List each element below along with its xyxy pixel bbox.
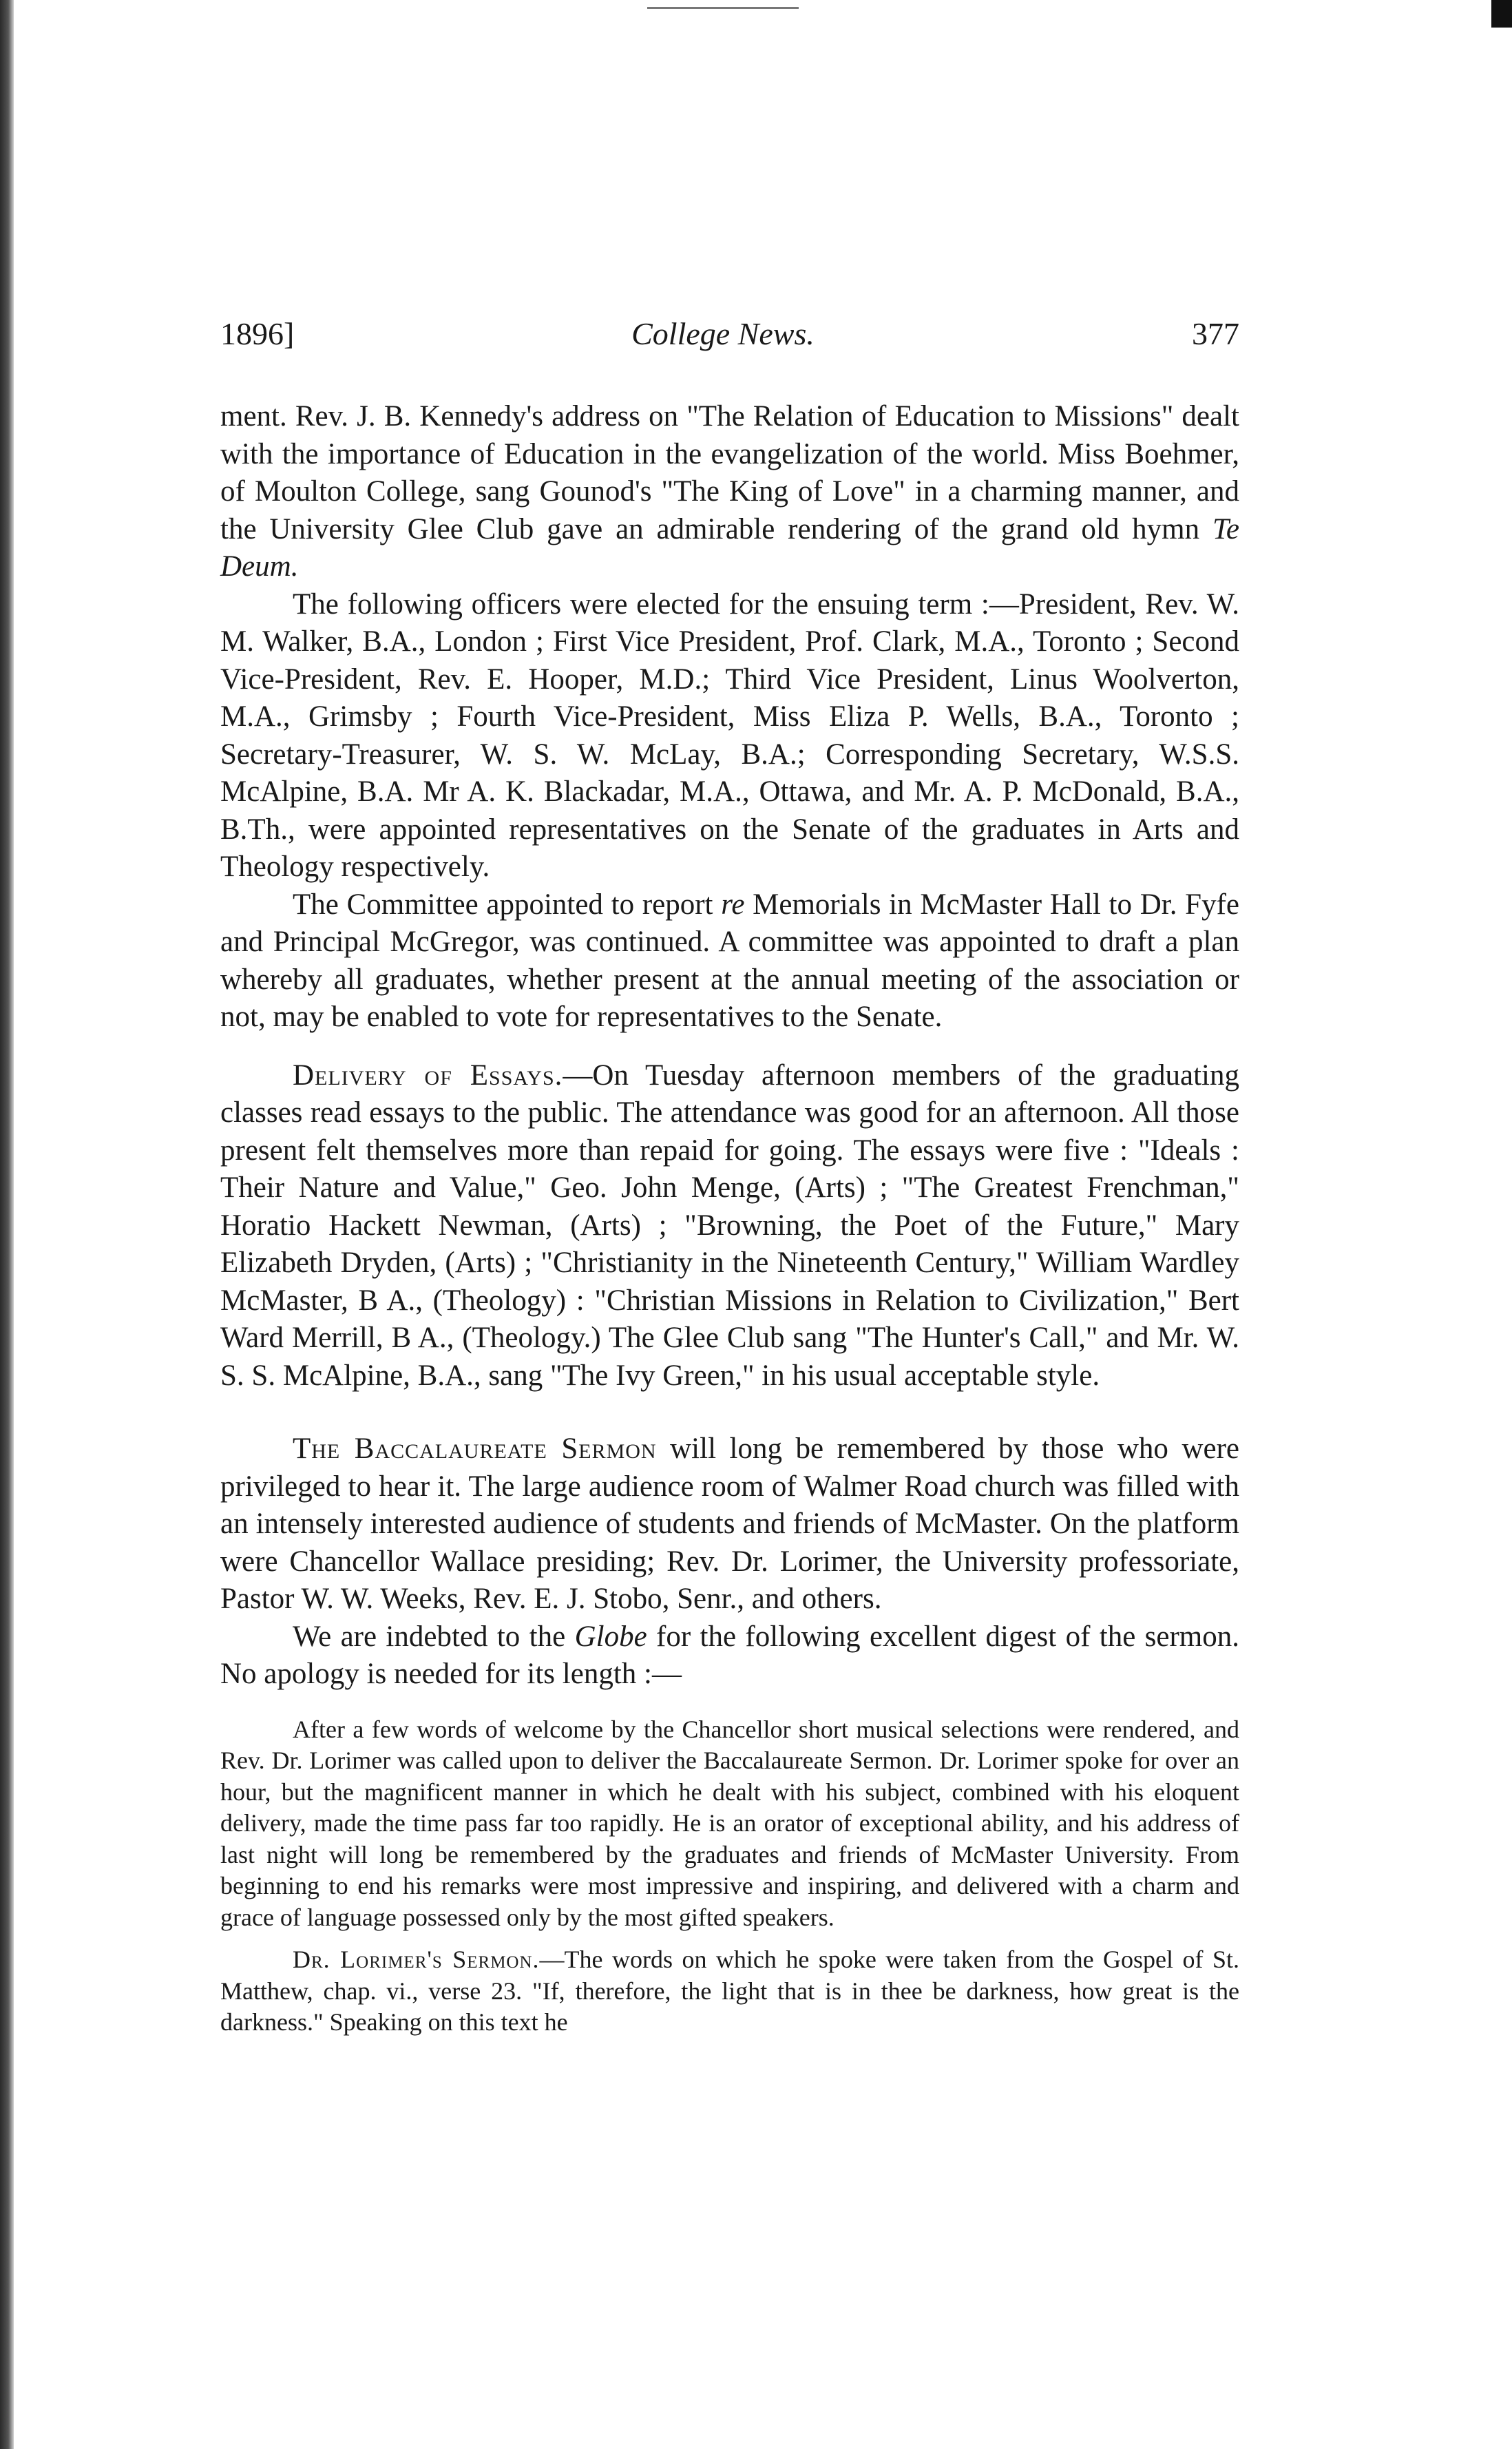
paragraph-baccalaureate: The Baccalaureate Sermon will long be remembered by those who were privileged to hear it. The large audience room of Walmer Road church was filled with an intensely interested audience of students and friends of McMaster. On the platform were Chancellor Wallace presiding; Rev. Dr. Lorimer, the University professoriate, Pastor W. W. Weeks, Rev. E. J. Stobo, Senr., and others.: [220, 1432, 1239, 1615]
header-title: College News.: [631, 316, 815, 351]
page-binding-edge: [0, 0, 14, 2449]
running-header: [207, 315, 1239, 364]
paragraph-committee: The Committee appointed to report re Memorials in McMaster Hall to Dr. Fyfe and Principal McGregor, was continued. A committee was appointed to draft a plan whereby all graduates, whether present at the annual meeting of the association or not, may be enabled to vote for representatives to the Senate.: [220, 888, 1239, 1033]
scan-corner-mark: [1491, 0, 1512, 28]
quote-paragraph-2: Dr. Lorimer's Sermon.—The words on which he spoke were taken from the Gospel of St. Matthew, chap. vi., verse 23. "If, therefore, the light that is in thee be darkness, how great is the darkness." Speaking on this text he: [220, 1946, 1239, 2036]
article-body: [220, 398, 1239, 2039]
baccalaureate-heading: The Baccalaureate Sermon: [293, 1432, 657, 1465]
quote-paragraph-1: After a few words of welcome by the Chancellor short musical selections were rendered, and Rev. Dr. Lorimer was called upon to deliver the Baccalaureate Sermon. Dr. Lorimer spoke for over an hour, but the magnificent manner in which he dealt with his subject, combined with his eloquent delivery, made the time pass far too rapidly. He is an orator of exceptional ability, and his address of last night will long be remembered by the graduates and friends of McMaster University. From beginning to end his remarks were most impressive and inspiring, and delivered with a charm and grace of language possessed only by the most gifted speakers.: [220, 1715, 1239, 1931]
paragraph-globe: We are indebted to the Globe for the following excellent digest of the sermon. No apology is needed for its length :—: [220, 1620, 1239, 1690]
paragraph-officers: The following officers were elected for the ensuing term :—President, Rev. W. M. Walker, B.A., London ; First Vice President, Prof. Clark, M.A., Toronto ; Second Vice-President, Rev. E. Hooper, M.D.; Third Vice President, Linus Woolverton, M.A., Grimsby ; Fourth Vice-President, Miss Eliza P. Wells, B.A., Toronto ; Secretary-Treasurer, W. S. W. McLay, B.A.; Corresponding Secretary, W.S.S. McAlpine, B.A. Mr A. K. Blackadar, M.A., Ottawa, and Mr. A. P. McDonald, B.A., B.Th., were appointed representatives on the Senate of the graduates in Arts and Theology respectively.: [220, 587, 1239, 883]
scan-artifact-line: [647, 7, 799, 9]
paragraph-essays: Delivery of Essays.—On Tuesday afternoon members of the graduating classes read essays to the public. The attendance was good for an afternoon. All those present felt themselves more than repaid for going. The essays were five : "Ideals : Their Nature and Value," Geo. John Menge, (Arts) ; "The Greatest Frenchman," Horatio Hackett Newman, (Arts) ; "Browning, the Poet of the Future," Mary Elizabeth Dryden, (Arts) ; "Christianity in the Nineteenth Century," William Wardley McMaster, B A., (Theology) : "Christian Missions in Relation to Civilization," Bert Ward Merrill, B A., (Theology.) The Glee Club sang "The Hunter's Call," and Mr. W. S. S. McAlpine, B.A., sang "The Ivy Green," in his usual acceptable style.: [220, 1059, 1239, 1392]
page-number: 377: [1192, 316, 1239, 351]
globe-quote: [220, 1714, 1239, 2039]
header-year: 1896]: [220, 316, 295, 351]
essays-heading: Delivery of Essays.: [293, 1059, 563, 1092]
paragraph-kennedy-address: ment. Rev. J. B. Kennedy's address on "The Relation of Education to Missions" dealt with the importance of Education in the evangelization of the world. Miss Boehmer, of Moulton College, sang Gounod's "The King of Love" in a charming manner, and the University Glee Club gave an admirable rendering of the grand old hymn Te Deum.: [220, 400, 1239, 583]
lorimer-sermon-heading: Dr. Lorimer's Sermon.: [293, 1946, 540, 1973]
te-deum-italic: Te Deum.: [220, 512, 1239, 583]
